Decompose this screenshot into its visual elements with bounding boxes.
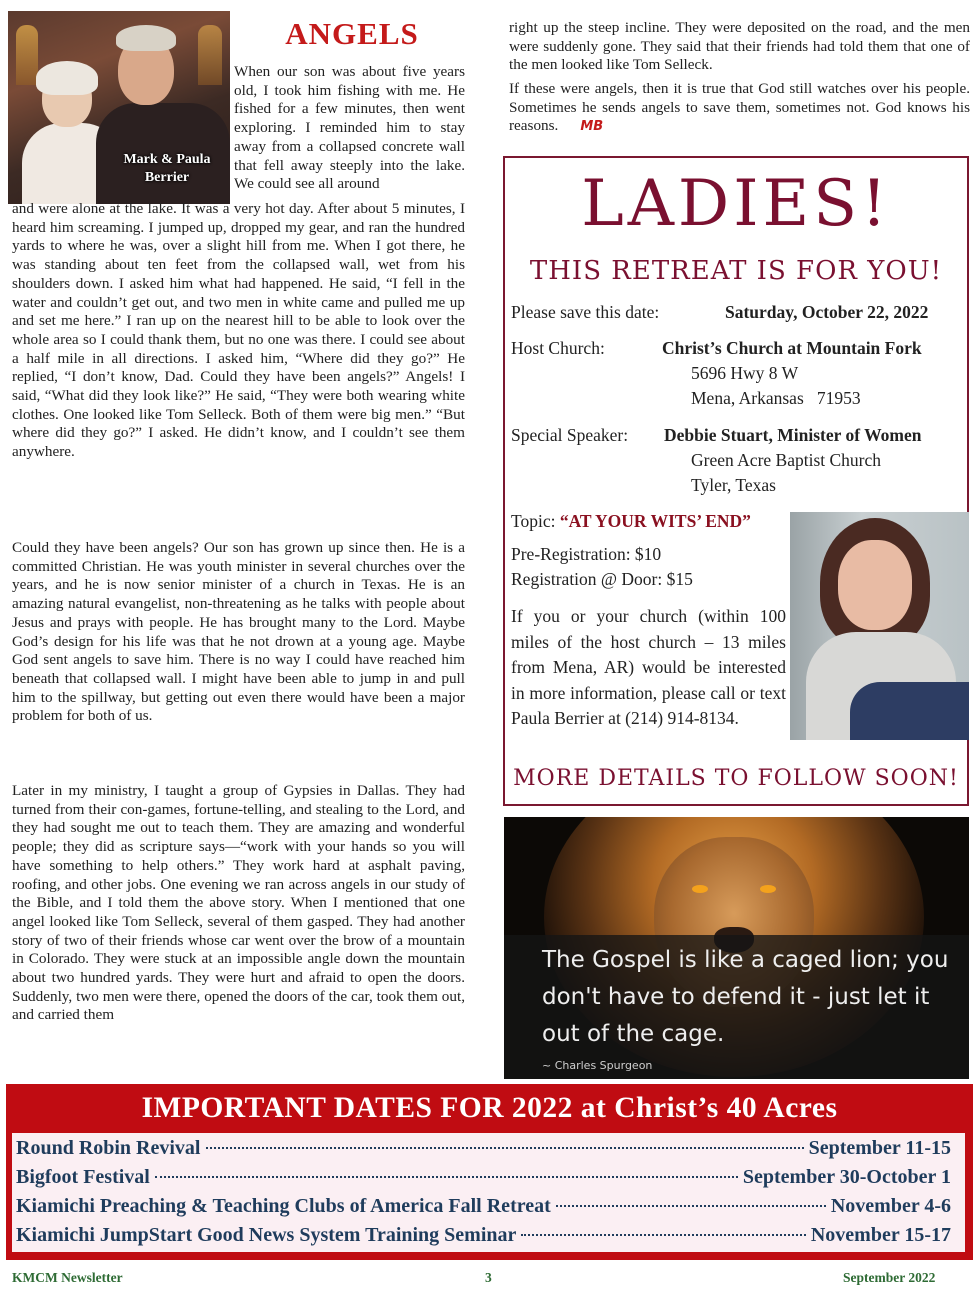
retreat-subtitle: THIS RETREAT IS FOR YOU! bbox=[529, 256, 943, 286]
caption-line-1: Mark & Paula bbox=[123, 152, 211, 167]
footer-issue-date: September 2022 bbox=[843, 1270, 936, 1285]
article-intro: When our son was about five years old, I took him fishing with me. He fished for a few minutes, then went exploring. I reminded him to stay away from a collapsed concrete wall that fell away steeply into the lake. We could see all around bbox=[234, 63, 465, 193]
event-name: Kiamichi JumpStart Good News System Training Seminar bbox=[16, 1224, 517, 1246]
event-name: Round Robin Revival bbox=[16, 1137, 201, 1159]
article-paragraph-3: Later in my ministry, I taught a group of Gypsies in Dallas. They had turned from their con-games, fortune-telling, and stealing to the Lord, and they had sought me out to teach them. They are amazing and wonderful people; they did as scripture says—“work with your hands so you will have something to help others.” They work hard at asphalt paving, roofing, and other jobs. One evening we ran across angels in our study of the Bible, and I told them the above story. When I mentioned that one angel looked like Tom Selleck, several of them gasped. They had another story of two of their friends whose car went over the brow of a mountain in Colorado. They were stuck at an impossible angle down the mountain about two hundred yards. They were hurt and afraid to open the doors. Suddenly, two men were there, opened the doors of the car, took them out, and carried them bbox=[12, 782, 465, 1024]
host-church-city: Mena, Arkansas 71953 bbox=[691, 388, 861, 408]
speaker-church: Green Acre Baptist Church bbox=[691, 450, 882, 470]
event-date: September 30-October 1 bbox=[742, 1166, 951, 1188]
caption-line-2: Berrier bbox=[144, 170, 190, 185]
quote-text: The Gospel is like a caged lion; you don't have to defend it - just let it out of the cage. bbox=[542, 947, 949, 1047]
dot-leader bbox=[521, 1234, 805, 1236]
author-signature: MB bbox=[580, 119, 604, 135]
speaker-name: Debbie Stuart, Minister of Women bbox=[664, 425, 922, 445]
host-church-street: 5696 Hwy 8 W bbox=[691, 363, 799, 383]
save-date-value: Saturday, October 22, 2022 bbox=[725, 302, 929, 322]
door-registration-fee: Registration @ Door: $15 bbox=[511, 569, 693, 589]
woman-hair bbox=[36, 61, 98, 95]
date-row bbox=[16, 1195, 951, 1223]
dot-leader bbox=[206, 1147, 804, 1149]
retreat-title: LADIES! bbox=[581, 167, 891, 241]
host-church-name: Christ’s Church at Mountain Fork bbox=[662, 338, 922, 358]
host-church-label: Host Church: bbox=[511, 338, 605, 358]
more-details-banner: MORE DETAILS TO FOLLOW SOON! bbox=[513, 766, 959, 791]
article-paragraph-4 bbox=[509, 80, 970, 137]
man-hair bbox=[116, 25, 176, 51]
lion-eye bbox=[692, 885, 708, 893]
event-date: November 4-6 bbox=[830, 1195, 951, 1217]
pre-registration-fee: Pre-Registration: $10 bbox=[511, 544, 662, 564]
stained-glass-window bbox=[16, 25, 38, 85]
topic-line bbox=[511, 509, 751, 534]
footer-newsletter-name: KMCM Newsletter bbox=[12, 1270, 123, 1285]
dot-leader bbox=[155, 1176, 738, 1178]
date-row bbox=[16, 1224, 951, 1252]
topic-label: Topic: bbox=[511, 511, 560, 531]
stained-glass-window bbox=[198, 25, 222, 85]
speaker-jeans bbox=[850, 682, 969, 740]
save-date-label: Please save this date: bbox=[511, 302, 660, 322]
dot-leader bbox=[556, 1205, 826, 1207]
speaker-face bbox=[838, 540, 912, 630]
event-name: Bigfoot Festival bbox=[16, 1166, 150, 1188]
date-row bbox=[16, 1137, 951, 1165]
berrier-photo bbox=[8, 11, 230, 204]
speaker-label: Special Speaker: bbox=[511, 425, 629, 445]
lion-eye bbox=[760, 885, 776, 893]
contact-info: If you or your church (within 100 miles of the host church – 13 miles from Mena, AR) would be interested in more information, please call or text Paula Berrier at (214) 914-8134. bbox=[511, 606, 786, 728]
event-date: September 11-15 bbox=[808, 1137, 951, 1159]
topic-value: “AT YOUR WITS’ END” bbox=[559, 511, 751, 531]
article-title: ANGELS bbox=[285, 16, 419, 51]
photo-caption bbox=[108, 151, 226, 187]
event-date: November 15-17 bbox=[810, 1224, 951, 1246]
article-closing-text: If these were angels, then it is true that God still watches over his people. Sometimes he sends angels to save them, sometimes not. God knows his reasons. bbox=[509, 80, 970, 135]
article-paragraph-2: Could they have been angels? Our son has grown up since then. He is a committed Christian. He was youth minister in several churches over the years, and he is now senior minister of a church in Texas. He is an amazing natural evangelist, non-threatening as he talks with people about Jesus and prays with people. He has brought many to the Lord. Maybe God’s design for his life was that he not drown at a young age. Maybe God sent angels to save him. There is no way I could have reached him beneath that collapsed wall. I might have been able to jump in and pull him to the spillway, but getting out even there would have been a major problem for both of us. bbox=[12, 539, 465, 725]
event-name: Kiamichi Preaching & Teaching Clubs of America Fall Retreat bbox=[16, 1195, 551, 1217]
lion-quote-image bbox=[504, 817, 969, 1079]
footer-page-number: 3 bbox=[485, 1270, 492, 1285]
speaker-photo bbox=[790, 512, 969, 740]
date-row bbox=[16, 1166, 951, 1194]
important-dates-title: IMPORTANT DATES FOR 2022 at Christ’s 40 Acres bbox=[141, 1092, 838, 1124]
article-paragraph-3-continued: right up the steep incline. They were deposited on the road, and the men were suddenly gone. They said that their friends had told them that one of the men looked like Tom Selleck. bbox=[509, 19, 970, 74]
article-paragraph-1: and were alone at the lake. It was a very hot day. After about 5 minutes, I heard him screaming. I jumped up, dropped my gear, and ran the hundred yards to where he was, over a slight hill from me. When I got there, he was standing about ten feet from the collapsed wall, wet from his shoulders down. I asked him what had happened. He said, “I fell in the water and couldn’t get out, and two men in white came and pulled me up and set me here.” I ran up on the nearest hill to be able to look over the whole area so I could thank them, but no one was there. I could see about a half mile in all directions. I asked him, “Where did they go?” He replied, “I don’t know, Dad. Could they have been angels?” Angels! I said, “What did they look like?” He said, “They were both wearing white clothes. One looked like Tom Selleck. Both of them were big men.” “But where did they go?” I asked. He didn’t know, and I couldn’t see them anywhere. bbox=[12, 200, 465, 461]
speaker-city: Tyler, Texas bbox=[691, 475, 776, 495]
quote-author: ~ Charles Spurgeon bbox=[542, 1059, 653, 1072]
